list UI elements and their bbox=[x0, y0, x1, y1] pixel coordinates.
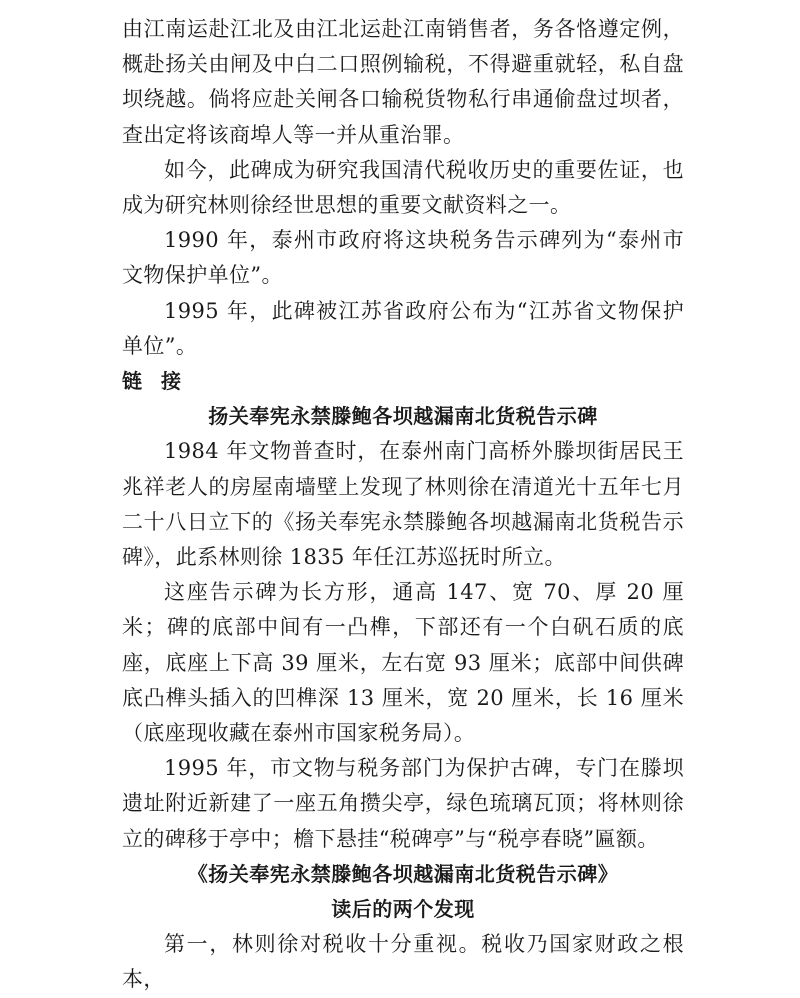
paragraph-discovery: 1984 年文物普查时，在泰州南门高桥外滕坝街居民王兆祥老人的房屋南墙壁上发现了林则徐在清道光十五年七月二十八日立下的《扬关奉宪永禁滕鲍各坝越漏南北货税告示碑》，此系林则徐 1835 年任江苏巡抚时所立。 bbox=[122, 439, 684, 570]
subtitle-findings: 读后的两个发现 bbox=[331, 897, 475, 922]
article-title: 扬关奉宪永禁滕鲍各坝越漏南北货税告示碑 bbox=[208, 404, 598, 429]
subtitle-book-title: 《扬关奉宪永禁滕鲍各坝越漏南北货税告示碑》 bbox=[187, 861, 619, 886]
paragraph-pavilion: 1995 年，市文物与税务部门为保护古碑，专门在滕坝遗址附近新建了一座五角攒尖亭，绿色琉璃瓦顶；将林则徐立的碑移于亭中；檐下悬挂“税碑亭”与“税亭春晓”匾额。 bbox=[122, 756, 684, 851]
paragraph-significance: 如今，此碑成为研究我国清代税收历史的重要佐证，也成为研究林则徐经世思想的重要文献资料之一。 bbox=[122, 157, 684, 218]
section-heading-link: 链 接 bbox=[122, 369, 187, 394]
paragraph-first-finding: 第一，林则徐对税收十分重视。税收乃国家财政之根本， bbox=[122, 932, 684, 992]
paragraph-1995-listing: 1995 年，此碑被江苏省政府公布为“江苏省文物保护单位”。 bbox=[122, 298, 684, 358]
document-page bbox=[122, 12, 684, 998]
paragraph-dimensions: 这座告示碑为长方形，通高 147、宽 70、厚 20 厘米；碑的底部中间有一凸榫，下部还有一个白矾石质的底座，底座上下高 39 厘米，左右宽 93 厘米；底部中间供碑底凸榫头插入的凹榫深 13 厘米，宽 20 厘米，长 16 厘米（底座现收藏在泰州市国家税务局）。 bbox=[122, 580, 684, 746]
paragraph-1990-listing: 1990 年，泰州市政府将这块税务告示碑列为“泰州市文物保护单位”。 bbox=[122, 228, 684, 288]
paragraph-edict-text: 由江南运赴江北及由江北运赴江南销售者，务各恪遵定例，概赴扬关由闸及中白二口照例输税，不得避重就轻，私自盘坝绕越。倘将应赴关闸各口输税货物私行串通偷盘过坝者，查出定将该商埠人等一并从重治罪。 bbox=[122, 17, 684, 147]
